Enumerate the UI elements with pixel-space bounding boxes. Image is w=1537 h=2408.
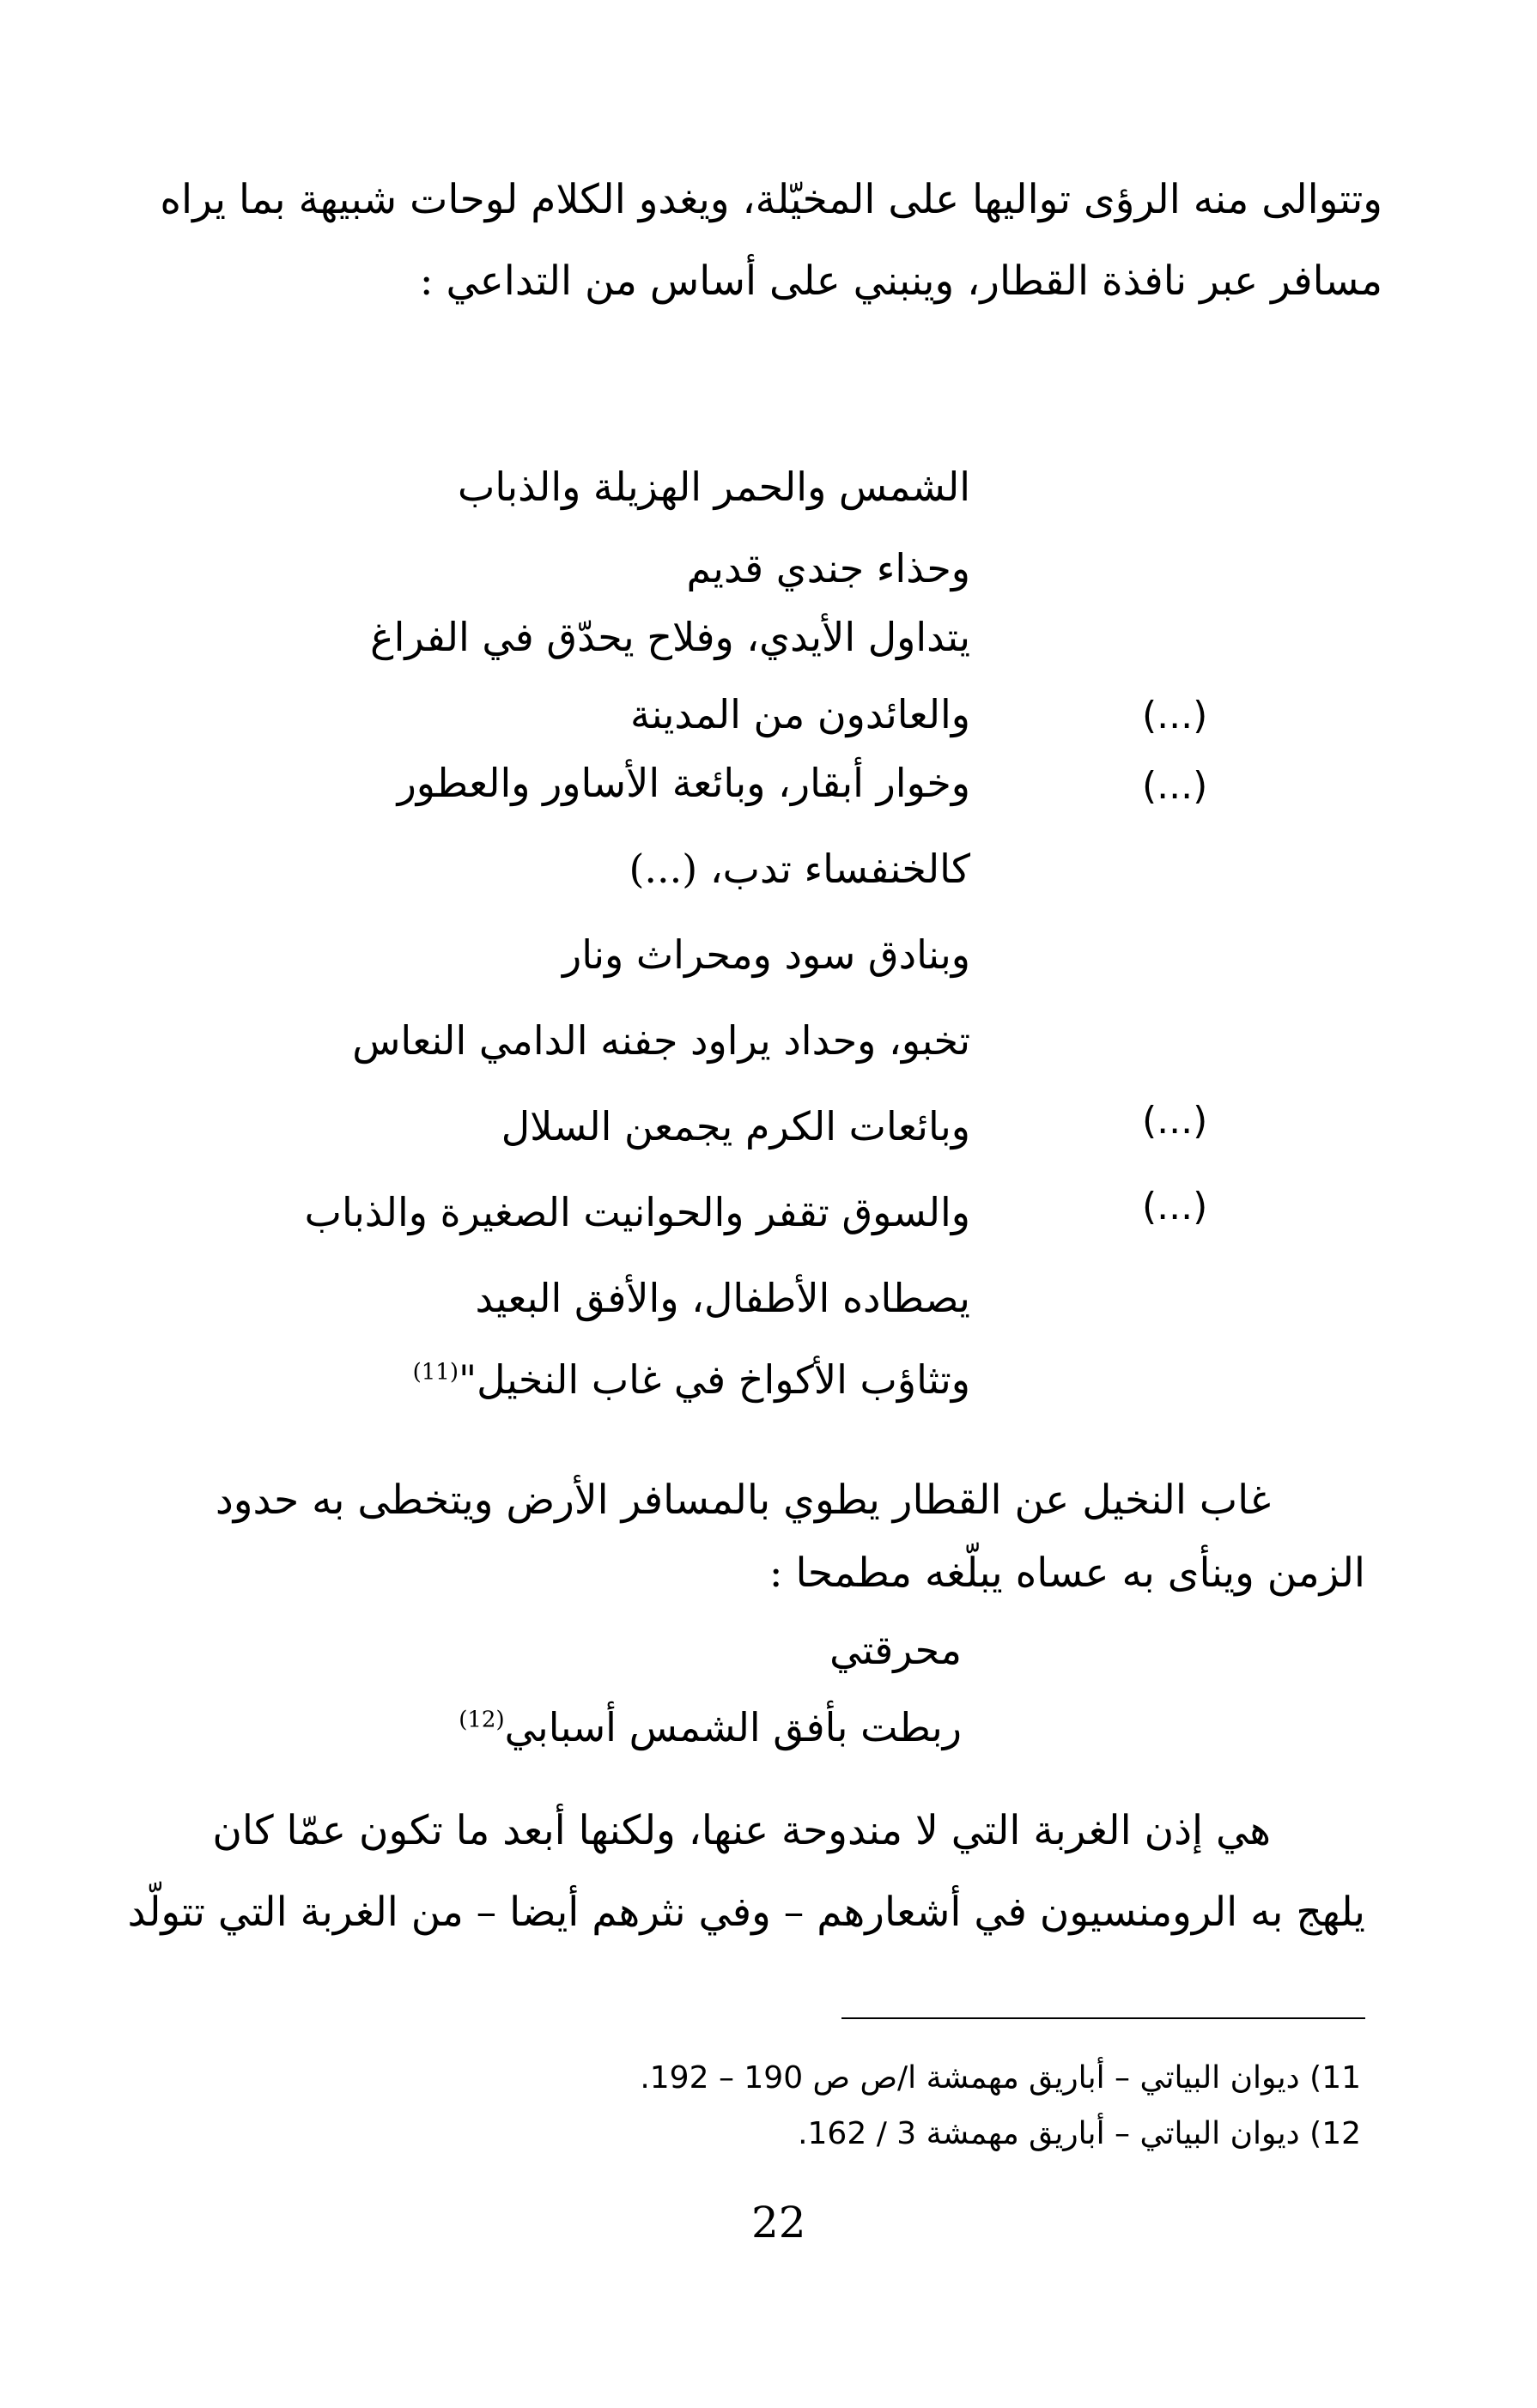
poem-line-3: يتداول الأيدي، وفلاح يحدّق في الفراغ — [370, 614, 970, 660]
ellipsis-marker-2: (...) — [1142, 764, 1208, 808]
footnote-ref-11: (11) — [412, 1359, 459, 1386]
after-poem-line-2: الزمن وينأى به عساه يبلّغه مطمحا : — [768, 1550, 1365, 1597]
footnote-separator — [841, 2017, 1365, 2019]
poem-line-12-text: وتثاؤب الأكواخ في غاب النخيل" — [458, 1356, 970, 1403]
quote-line-2-text: ربطت بأفق الشمس أسبابي — [504, 1704, 962, 1750]
ellipsis-marker-1: (...) — [1142, 694, 1208, 737]
footnote-12: 12) ديوان البياتي – أباريق مهمشة 3 / 162. — [798, 2116, 1361, 2151]
poem-line-9: وبائعات الكرم يجمعن السلال — [501, 1103, 970, 1149]
page-number: 22 — [751, 2198, 806, 2247]
quote-line-2 — [459, 1704, 962, 1750]
ellipsis-marker-4: (...) — [1142, 1185, 1208, 1228]
intro-line-2: مسافر عبر نافذة القطار، وينبني على أساس من التداعي : — [419, 258, 1382, 305]
footnote-ref-12: (12) — [459, 1707, 505, 1733]
poem-line-1: الشمس والحمر الهزيلة والذباب — [458, 464, 970, 510]
closing-line-1: هي إذن الغربة التي لا مندوحة عنها، ولكنها أبعد ما تكون عمّا كان — [212, 1807, 1271, 1854]
poem-line-4: والعائدون من المدينة — [630, 691, 970, 737]
poem-line-5: وخوار أبقار، وبائعة الأساور والعطور — [397, 760, 970, 806]
footnote-11: 11) ديوان البياتي – أباريق مهمشة ا/ص ص 190 – 192. — [640, 2060, 1361, 2096]
poem-line-8: تخبو، وحداد يراود جفنه الدامي النعاس — [352, 1017, 970, 1064]
closing-line-2: يلهج به الرومنسيون في أشعارهم – وفي نثرهم أيضا – من الغربة التي تتولّد — [127, 1889, 1365, 1936]
poem-line-10: والسوق تقفر والحوانيت الصغيرة والذباب — [304, 1189, 970, 1235]
poem-line-7: وبنادق سود ومحراث ونار — [562, 931, 970, 978]
poem-line-11: يصطاده الأطفال، والأفق البعيد — [475, 1275, 970, 1321]
poem-line-2: وحذاء جندي قديم — [686, 545, 970, 591]
intro-line-1: وتتوالى منه الرؤى تواليها على المخيّلة، ويغدو الكلام لوحات شبيهة بما يراه — [160, 176, 1382, 223]
quote-line-1: محرقتي — [829, 1627, 962, 1673]
after-poem-line-1: غاب النخيل عن القطار يطوي بالمسافر الأرض ويتخطى به حدود — [215, 1477, 1271, 1524]
ellipsis-marker-3: (...) — [1142, 1099, 1208, 1143]
poem-line-6: كالخنفساء تدب، (...) — [629, 846, 970, 892]
poem-line-12 — [413, 1356, 970, 1403]
